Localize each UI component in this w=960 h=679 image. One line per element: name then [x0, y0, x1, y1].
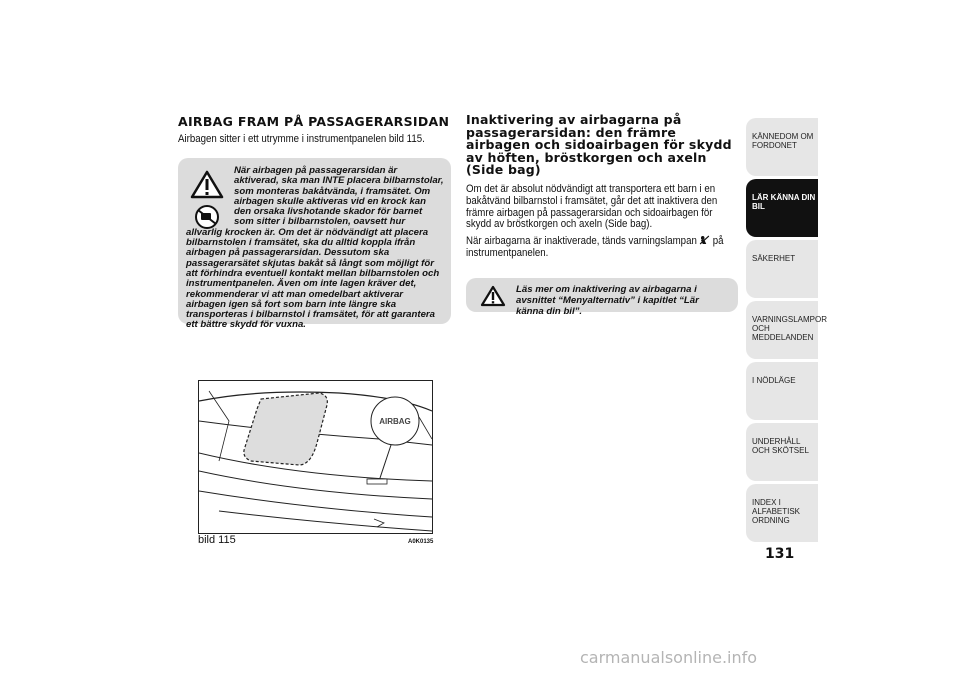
paragraph-2	[466, 235, 730, 260]
tab-label: SÄKERHET	[752, 254, 796, 263]
paragraph-2-start: När airbagarna är inaktiverade, tänds varningslampan	[466, 235, 697, 248]
note-box	[466, 278, 738, 317]
tab-label: VARNINGSLAMPOR OCH MEDDELANDEN	[752, 315, 827, 342]
airbag-off-warning-light-icon	[700, 235, 711, 245]
tab-varningslampor[interactable]	[746, 301, 827, 359]
warning-triangle-icon	[480, 285, 506, 307]
figure-dashboard	[198, 380, 433, 534]
tab-label: KÄNNEDOM OM FORDONET	[752, 132, 814, 150]
intro-text: Airbagen sitter i ett utrymme i instrumentpanelen bild 115.	[178, 133, 425, 145]
figure-caption: bild 115	[198, 534, 236, 546]
tab-label: UNDERHÅLL OCH SKÖTSEL	[752, 437, 809, 455]
note-text: Läs mer om inaktivering av airbagarna i avsnittet “Menyalternativ” i kapitlet “Lär känna din bil”.	[516, 284, 699, 317]
dashboard-illustration	[199, 381, 432, 533]
watermark: carmanualsonline.info	[580, 648, 758, 667]
warning-text	[186, 166, 444, 331]
page-number: 131	[765, 546, 795, 562]
warning-box	[178, 158, 451, 331]
tab-index[interactable]	[746, 484, 818, 542]
tab-label: INDEX I ALFABETISK ORDNING	[752, 498, 801, 525]
subsection-heading: Inaktivering av airbagarna på passagerarsidan: den främre airbagen och sidoairbagen för skydd av höften, bröstkorgen och axeln (Side bag)	[466, 112, 732, 177]
tab-sakerhet[interactable]	[746, 240, 818, 298]
tab-underhall-och-skotsel[interactable]	[746, 423, 818, 481]
paragraph-1: Om det är absolut nödvändigt att transportera ett barn i en bakåtvänd bilbarnstol i framsätet, går det att inaktivera den främre airbagen på passagerarsidan och sidoairbagen för skydd av bröstkorgen och axeln (Side bag).	[466, 183, 718, 231]
tab-lar-kanna-din-bil[interactable]	[746, 179, 818, 237]
tab-label: LÄR KÄNNA DIN BIL	[752, 193, 816, 211]
section-heading: AIRBAG FRAM PÅ PASSAGERARSIDAN	[178, 114, 450, 129]
tab-kannedom-om-fordonet[interactable]	[746, 118, 818, 176]
paragraph-2-end: på instrumentpanelen.	[466, 235, 724, 259]
tab-label: I NÖDLÄGE	[752, 376, 796, 385]
figure-code: A0K0135	[408, 539, 434, 545]
airbag-label: AIRBAG	[379, 417, 411, 426]
tab-i-nodlage[interactable]	[746, 362, 818, 420]
warning-text-content: När airbagen på passagerarsidan är aktiverad, ska man INTE placera bilbarnstolar, som monteras bakåtvända, i framsätet. Om airbagen skulle aktiveras vid en krock kan den orsaka livshotande skador för barnet som sitter i bilbarnstolen, oavsett hur allvarlig krocken är. Om det är nödvändigt att placera bilbarnstolen i framsätet, ska du alltid koppla ifrån airbagen på passagerarsidan. Dessutom ska passagerarsätet skjutas bakåt så långt som möjligt för att förhindra eventuell kontakt mellan bilbarnstolen och instrumentpanelen. Även om inte lagen kräver det, rekommenderar vi att man omedelbart aktiverar airbagen igen så fort som barn inte längre ska transporteras i bilbarnstol i framsätet, för att garantera ett bättre skydd för vuxna.	[186, 165, 444, 331]
body-text	[466, 184, 730, 264]
